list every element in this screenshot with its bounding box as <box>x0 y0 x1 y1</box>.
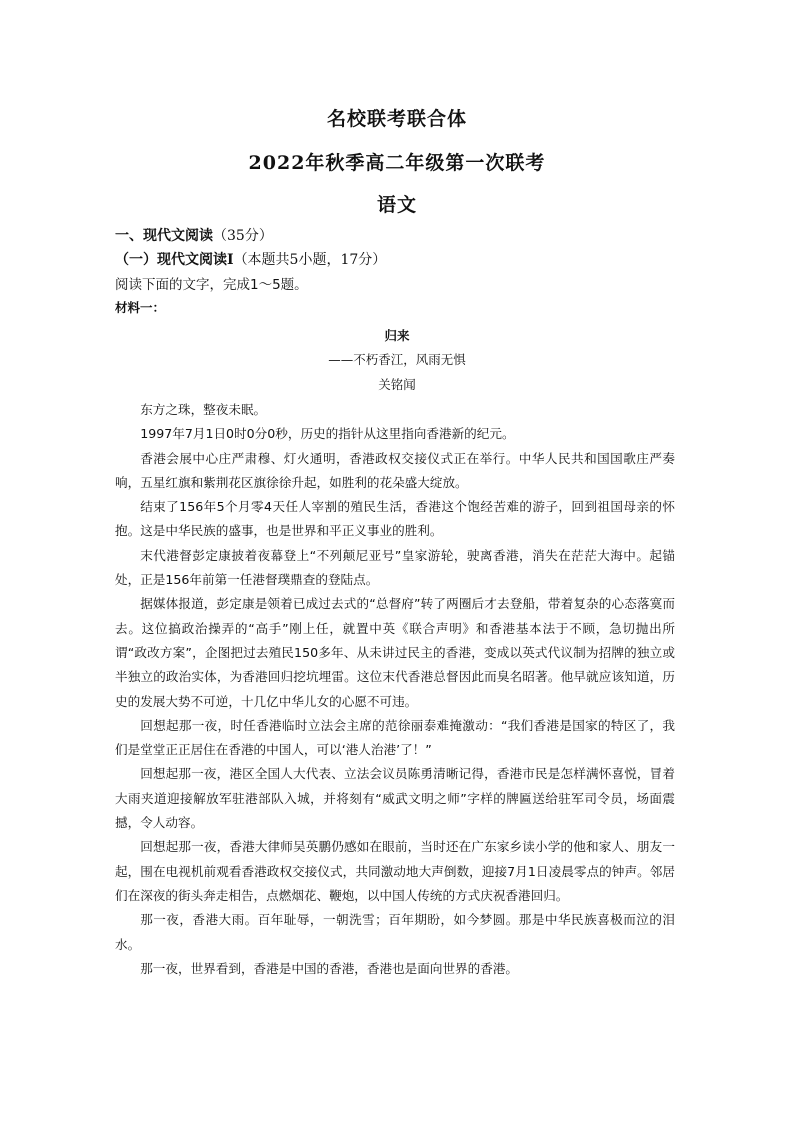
article-paragraph: 回想起那一夜，香港大律师吴英鹏仍感如在眼前，当时还在广东家乡读小学的他和家人、朋友一起，围在电视机前观看香港政权交接仪式，共同激动地大声倒数，迎接7月1日凌晨零点的钟声。邻居们在深夜的街头奔走相告，点燃烟花、鞭炮，以中国人传统的方式庆祝香港回归。 <box>115 839 675 903</box>
exam-name-title: 2022年秋季高二年级第一次联考 <box>248 152 546 174</box>
article-paragraph: 东方之珠，整夜未眠。 <box>140 402 267 417</box>
article-paragraph: 结束了156年5个月零4天任人宰割的殖民生活，香港这个饱经苦难的游子，回到祖国母亲的怀抱。这是中华民族的盛事，也是世界和平正义事业的胜利。 <box>115 499 675 539</box>
subsection-heading <box>115 249 386 269</box>
part-heading <box>115 225 273 245</box>
instruction-text: 阅读下面的文字，完成1～5题。 <box>115 277 308 293</box>
article-paragraph: 香港会展中心庄严肃穆、灯火通明，香港政权交接仪式正在举行。中华人民共和国国歌庄严奏响，五星红旗和紫荆花区旗徐徐升起，如胜利的花朵盛大绽放。 <box>115 450 675 490</box>
part-score: （35分） <box>213 228 273 244</box>
subsection-detail: （本题共5小题，17分） <box>233 252 387 268</box>
exam-org-title: 名校联考联合体 <box>326 108 467 130</box>
article-paragraph: 那一夜，香港大雨。百年耻辱，一朝洗雪；百年期盼，如今梦圆。那是中华民族喜极而泣的泪水。 <box>115 912 675 952</box>
material-label: 材料一： <box>115 300 166 315</box>
part-label: 一、现代文阅读 <box>115 228 213 244</box>
article-paragraph: 据媒体报道，彭定康是领着已成过去式的“总督府”转了两圈后才去登船，带着复杂的心态落寞而去。这位搞政治操弄的“高手”刚上任，就置中英《联合声明》和香港基本法于不顾，急切抛出所谓“政改方案”，企图把过去殖民150多年、从未讲过民主的香港，变成以英式代议制为招牌的独立或半独立的政治实体，为香港回归挖坑埋雷。这位末代香港总督因此而臭名昭著。他早就应该知道，历史的发展大势不可逆，十几亿中华儿女的心愿不可违。 <box>115 596 675 709</box>
article-paragraph: 回想起那一夜，时任香港临时立法会主席的范徐丽泰难掩激动：“我们香港是国家的特区了，我们是堂堂正正居住在香港的中国人，可以‘港人治港’了！” <box>115 717 675 758</box>
article-subtitle: ——不朽香江，风雨无惧 <box>328 352 466 367</box>
article-author: 关铭闻 <box>378 377 416 392</box>
article-paragraph: 1997年7月1日0时0分0秒，历史的指针从这里指向香港新的纪元。 <box>140 426 515 442</box>
article-paragraph: 回想起那一夜，港区全国人大代表、立法会议员陈勇清晰记得，香港市民是怎样满怀喜悦，冒着大雨夹道迎接解放军驻港部队入城，并将刻有“威武文明之师”字样的牌匾送给驻军司令员，场面震撼，令人动容。 <box>115 766 675 831</box>
article-paragraph: 那一夜，世界看到，香港是中国的香港，香港也是面向世界的香港。 <box>140 960 518 976</box>
article-body <box>115 398 675 981</box>
article-paragraph: 末代港督彭定康披着夜幕登上“不列颠尼亚号”皇家游轮，驶离香港，消失在茫茫大海中。起锚处，正是156年前第一任港督璞鼎查的登陆点。 <box>115 547 675 588</box>
subject-title: 语文 <box>376 194 417 216</box>
subsection-label: （一）现代文阅读Ⅰ <box>115 252 234 268</box>
article-title: 归来 <box>384 328 410 343</box>
